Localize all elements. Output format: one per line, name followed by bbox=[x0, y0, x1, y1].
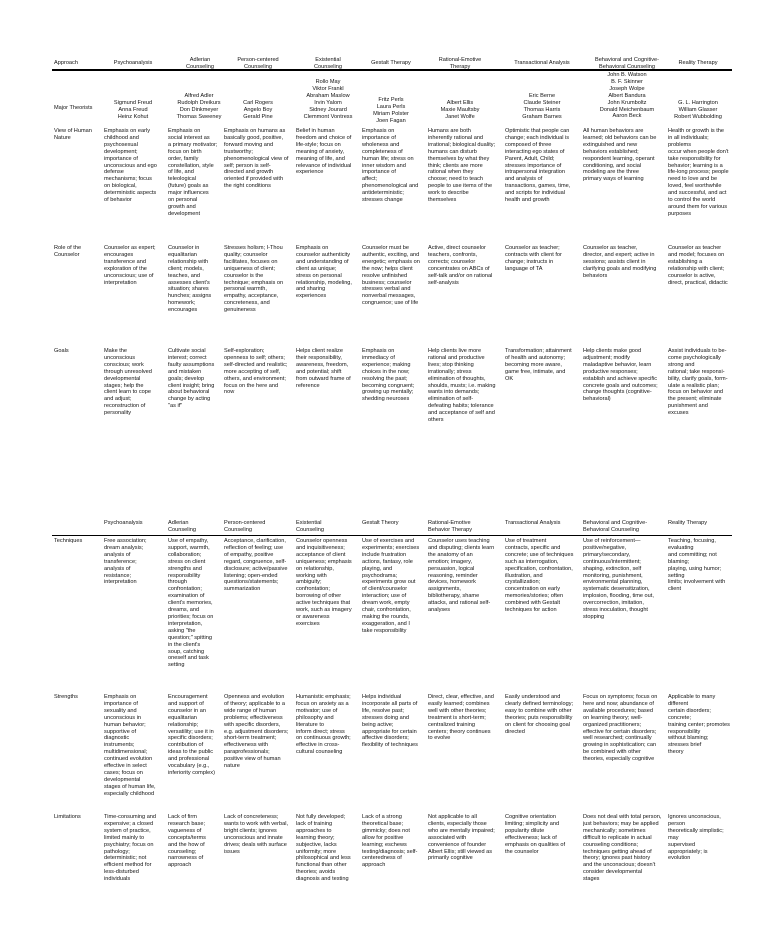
lower-cell-1-6: Easily understood and clearly defined terminology; easy to combine with other theories; puts responsibility on client for choosing goal directed bbox=[505, 694, 574, 735]
upper-row-label-0: View of Human Nature bbox=[54, 128, 92, 141]
lower-cell-2-8: Ignores unconscious, person theoretically simplistic; may supervised appropriately; is evolution bbox=[668, 814, 724, 862]
theorists-rational-emotive: Albert Ellis Maxie Maultsby Janet Wolfe bbox=[440, 100, 480, 120]
second-header-rule bbox=[52, 535, 732, 536]
lower-cell-2-3: Not fully developed; lack of training approaches to learning theory; subjective, lacks uniformity; more philosophical and less functional than other theories; avoids diagnosis and testing bbox=[296, 814, 351, 883]
theorists-gestalt: Fritz Perls Laura Perls Miriam Polster Joen Fagan bbox=[373, 97, 409, 124]
lower-cell-1-8: Applicable to many different certain disorders; concrete; training center; promotes responsibility without blaming; stresses brief theory bbox=[668, 694, 730, 756]
lower-cell-2-1: Lack of firm research base; vagueness of concepts/terms and the how of counseling; narrowness of approach bbox=[168, 814, 206, 869]
column-header-reality: Reality Therapy bbox=[678, 60, 718, 66]
upper-cell-2-0: Make the unconscious conscious; work through unresolved developmental stages; help the client learn to cope and adjust; reconstruction of personality bbox=[104, 348, 152, 417]
lower-row-label-0: Techniques bbox=[54, 538, 83, 544]
upper-cell-0-1: Emphasis on social interest as a primary motivator; focus on birth order, family constellation, style of life, and teleological (future) goals as major influences on personal growth and development bbox=[168, 128, 218, 217]
column-header-transactional: Transactional Analysis bbox=[514, 60, 570, 66]
lower-cell-1-3: Humanistic emphasis; focus on anxiety as a motivator; use of philosophy and literature to inform direct; stress on continuous growth; effective in cross- cultural counseling bbox=[296, 694, 351, 756]
upper-cell-1-8: Counselor as teacher and model; focuses on establishing a relationship with client; counselor is active, direct, practical, didactic bbox=[668, 245, 728, 286]
upper-cell-1-5: Active, direct counselor teachers, confronts, corrects; counselor concentrates on ABCs of self-talk and/or on rational self-analysis bbox=[428, 245, 493, 286]
theorists-psychoanalysis: Sigmund Freud Anna Freud Heinz Kohut bbox=[113, 100, 153, 120]
theorists-reality: G. L. Harrington William Glasser Robert Wubbolding bbox=[674, 100, 722, 120]
upper-cell-2-4: Emphasis on immediacy of experience; making choices in the now; resolving the past; becoming congruent; growing up mentally; shedding neuroses bbox=[362, 348, 415, 403]
lower-cell-0-3: Counselor openness and inquisitiveness; acceptance of client uniqueness; emphasis on relationship, working with ambiguity; confrontation; borrowing of other active techniques that work, such as imagery or awareness exercises bbox=[296, 538, 352, 627]
second-header-column-2: Person-centered Counseling bbox=[224, 520, 266, 533]
upper-cell-2-5: Help clients live more rational and productive lives; stop thinking irrationally; stress elimination of thoughts, shoulds, musts; i.e. making wants into demands; elimination of self- defeating habits; tolerance and acceptance of self and others bbox=[428, 348, 496, 424]
upper-cell-1-2: Stresses holism; I-Thou quality; counselor facilitates, focuses on uniqueness of client; counselor is the technique; emphasis on personal warmth, empathy, acceptance, concreteness, and genuineness bbox=[224, 245, 284, 314]
column-header-gestalt: Gestalt Therapy bbox=[371, 60, 411, 66]
second-header-column-3: Existential Counseling bbox=[296, 520, 324, 533]
lower-cell-2-2: Lack of concreteness; wants to work with verbal, bright clients; ignores unconscious and innate drives; deals with surface issues bbox=[224, 814, 289, 855]
lower-cell-0-8: Teaching, focusing, evaluating and committing; not blaming; playing, using humor; setting limits; involvement with client bbox=[668, 538, 726, 593]
theorists-transactional: Eric Berne Claude Steiner Thomas Harris Graham Barnes bbox=[522, 93, 562, 120]
column-header-behavioral: Behavioral and Cognitive- Behavioral Counseling bbox=[594, 57, 660, 70]
upper-cell-1-4: Counselor must be authentic, exciting, and energetic; emphasis on the now; helps client resolve unfinished business; counselor stresses verbal and nonverbal messages, congruence; use of life bbox=[362, 245, 420, 307]
upper-cell-2-3: Helps client realize their responsibility, awareness, freedom, and potential; shift from outward frame of reference bbox=[296, 348, 351, 389]
upper-row-label-1: Role of the Counselor bbox=[54, 245, 82, 258]
column-header-person-centered: Person-centered Counseling bbox=[237, 57, 279, 70]
upper-cell-0-7: All human behaviors are learned; old behaviors can be extinguished and new behaviors established; respondent learning, operant conditioning, and social modeling are the three primary ways of learning bbox=[583, 128, 657, 183]
lower-cell-0-2: Acceptance, clarification, reflection of feeling; use of empathy, positive regard, congruence, self- disclosure; active/passive listening; open-ended questions/statements; summarization bbox=[224, 538, 288, 593]
upper-cell-1-1: Counselor in equalitarian relationship with client; models, teaches, and assesses client's situation; shares hunches; assigns homework; encourages bbox=[168, 245, 212, 314]
column-header-rational-emotive: Rational-Emotive Therapy bbox=[438, 57, 482, 70]
column-header-existential: Existential Counseling bbox=[314, 57, 342, 70]
lower-row-label-1: Strengths bbox=[54, 694, 78, 700]
lower-cell-0-0: Free association; dream analysis; analysis of transference; analysis of resistance; interpretation bbox=[104, 538, 147, 586]
upper-cell-1-3: Emphasis on counselor authenticity and understanding of client as unique; stress on personal relationship, modeling, and sharing experiences bbox=[296, 245, 352, 300]
lower-cell-1-0: Emphasis on importance of sexuality and unconscious in human behavior; supportive of diagnostic instruments; multidimensional; continued evolution effective in select cases; focus on developmental stages of human life, especially childhood bbox=[104, 694, 156, 797]
approach-header-label: Approach bbox=[54, 60, 78, 66]
lower-cell-2-7: Does not deal with total person, just behaviors; may be applied mechanically; sometimes difficult to replicate in actual counseling conditions; techniques getting ahead of theory; ignores past history and the unconscious; doesn't consider developmental stages bbox=[583, 814, 662, 883]
upper-cell-1-6: Counselor as teacher; contracts with client for change; instructs in language of TA bbox=[505, 245, 562, 272]
upper-cell-0-5: Humans are both inherently rational and irrational; biological duality; humans can disturb themselves by what they think; clients are more rational when they choose; need to teach people to use items of the work to describe themselves bbox=[428, 128, 496, 204]
second-header-column-5: Rational-Emotive Behavior Therapy bbox=[428, 520, 473, 533]
lower-cell-2-5: Not applicable to all clients, especially those who are mentally impaired; associated with convenience of founder Albert Ellis; still viewed as primarily cognitive bbox=[428, 814, 495, 862]
lower-cell-0-1: Use of empathy, support, warmth, collaboration; stress on client strengths and responsibility through confrontation; examination of client's memories, dreams, and priorities; focus on interpretation, asking "the question;" spitting in the client's soup, catching oneself and task setting bbox=[168, 538, 214, 669]
lower-cell-1-2: Openness and evolution of theory; applicable to a wide range of human problems; effectiveness with specific disorders, e.g. adjustment disorders; short-term treatment; effectiveness with paraprofessionals; positive view of human nature bbox=[224, 694, 289, 770]
upper-cell-2-7: Help clients make good adjustment; modify maladaptive behavior, learn productive responses; establish and achieve specific concrete goals and outcomes; change thoughts (cognitive- behavioral) bbox=[583, 348, 658, 403]
theorists-adlerian: Alfred Adler Rudolph Dreikurs Don Dinkmeyer Thomas Sweeney bbox=[176, 93, 222, 120]
second-header-column-8: Reality Therapy bbox=[668, 520, 708, 526]
upper-cell-1-0: Counselor as expert; encourages transference and exploration of the unconscious; use of interpretation bbox=[104, 245, 156, 286]
upper-cell-2-6: Transformation; attainment of health and autonomy; becoming more aware, game free, intimate, and OK bbox=[505, 348, 572, 382]
second-header-column-7: Behavioral and Cognitive- Behavioral Counseling bbox=[583, 520, 648, 533]
upper-cell-2-2: Self-exploration; openness to self; others; self-directed and realistic; more accepting of self, others, and environment; focus on the here and now bbox=[224, 348, 288, 396]
lower-cell-1-4: Helps individual incorporate all parts of life, resolve past; stresses doing and being active; appropriate for certain affective disorders; flexibility of techniques bbox=[362, 694, 418, 749]
second-header-column-1: Adlerian Counseling bbox=[168, 520, 196, 533]
upper-cell-0-6: Optimistic that people can change; each individual is composed of three interacting ego states of Parent, Adult, Child; stresses importance of intrapersonal integration and analysis of transactions, games, time, and scripts for individual health and growth bbox=[505, 128, 571, 204]
theorists-behavioral: John B. Watson B. F. Skinner Joseph Wolpe Albert Bandura John Krumboltz Donald Meichenbaum Aaron Beck bbox=[599, 72, 655, 120]
lower-cell-2-4: Lack of a strong theoretical base; gimmicky; does not allow for positive learning; eschews testing/diagnosis; self- centeredness of approach bbox=[362, 814, 418, 869]
lower-cell-0-7: Use of reinforcement— positive/negative, primary/secondary, continuous/intermittent; shaping, extinction, self monitoring, punishment, environmental planning, systematic desensitization, implosion, flooding, time out, overcorrection, imitation, stress inoculation, thought stopping bbox=[583, 538, 654, 620]
lower-row-label-2: Limitations bbox=[54, 814, 81, 820]
upper-cell-1-7: Counselor as teacher, director, and expert; active in sessions; assists client in clarifying goals and modifying behaviors bbox=[583, 245, 657, 279]
upper-cell-2-1: Cultivate social interest; correct faulty assumptions and mistaken goals; develop client insight; bring about behavioral change by acting "as if" bbox=[168, 348, 215, 410]
upper-cell-0-3: Belief in human freedom and choice of life-style; focus on meaning of anxiety, meaning of life, and relevance of individual experience bbox=[296, 128, 352, 176]
lower-cell-0-5: Counselor uses teaching and disputing; clients learn the anatomy of an emotion; imagery, persuasion, logical reasoning, reminder devices, homework assignments, bibliotherapy, shame attacks, and rational self- analyses bbox=[428, 538, 495, 614]
second-header-column-4: Gestalt Theory bbox=[362, 520, 399, 526]
upper-row-label-2: Goals bbox=[54, 348, 69, 354]
upper-cell-0-8: Health or growth is the in all individuals; problems occur when people don't take responsibility for behavior; learning is a life-long process; people need to love and be loved, feel worthwhile and successful, and act to control the world around them for various purposes bbox=[668, 128, 729, 217]
lower-cell-2-0: Time-consuming and expensive; a closed system of practice, limited mainly to psychiatry; focus on pathology; deterministic; not efficient method for less-disturbed individuals bbox=[104, 814, 157, 883]
theorists-row-label: Major Theorists bbox=[54, 105, 93, 111]
theorists-person-centered: Carl Rogers Angelo Boy Gerald Pine bbox=[243, 100, 273, 120]
lower-cell-2-6: Cognitive orientation limiting; simplicity and popularity dilute effectiveness; lack of emphasis on qualities of the counselor bbox=[505, 814, 566, 855]
second-header-column-6: Transactional Analysis bbox=[505, 520, 561, 526]
lower-cell-0-4: Use of exercises and experiments; exercises include frustration actions, fantasy, role playing, and psychodrama; experiments grow out of client/counselor interaction; use of dream work, empty chair, confrontation, making the rounds, exaggeration, and I take responsibility bbox=[362, 538, 420, 634]
lower-cell-1-1: Encouragement and support of counselor in an equalitarian relationship; versatility; use it in specific disorders; contribution of ideas to the public and professional vocabulary (e.g., inferiority complex) bbox=[168, 694, 215, 776]
lower-cell-1-7: Focus on symptoms; focus on here and now; abundance of available procedures; based on learning theory; well- organized practitioners; effective for certain disorders; well researched; continually growing in sophistication; can be combined with other theories, especially cognitive bbox=[583, 694, 658, 763]
upper-cell-0-4: Emphasis on importance of wholeness and completeness of human life; stress on inner wisdom and importance of affect; phenomenological and antideterministic; stresses change bbox=[362, 128, 419, 204]
lower-cell-0-6: Use of treatment contracts, specific and concrete; use of techniques such as interrogation, specification, confrontation, illustration, and crystallization; concentration on early memories/stories; often combined with Gestalt techniques for action bbox=[505, 538, 574, 614]
upper-cell-0-0: Emphasis on early childhood and psychosexual development; importance of unconscious and ego defense mechanisms; focus on biological, deterministic aspects of behavior bbox=[104, 128, 157, 204]
column-header-psychoanalysis: Psychoanalysis bbox=[113, 60, 153, 66]
upper-cell-0-2: Emphasis on humans as basically good, positive, forward moving and trustworthy; phenomenological view of self; person is self- directed and growth oriented if provided with the right conditions bbox=[224, 128, 289, 190]
theorists-existential: Rollo May Viktor Frankl Abraham Maslow Irvin Yalom Sidney Jourard Clemmont Vontress bbox=[303, 79, 353, 120]
lower-cell-1-5: Direct, clear, effective, and easily learned; combines well with other theories; treatment is short-term; centralized training centers; theory continues to evolve bbox=[428, 694, 494, 742]
column-header-adlerian: Adlerian Counseling bbox=[186, 57, 214, 70]
upper-cell-2-8: Assist individuals to be- come psychologically strong and rational; take responsi- bility, clarify goals, form- ulate a realistic plan; focus on behavior and the present; eliminate punishment and excuses bbox=[668, 348, 728, 417]
second-header-column-0: Psychoanalysis bbox=[104, 520, 143, 526]
